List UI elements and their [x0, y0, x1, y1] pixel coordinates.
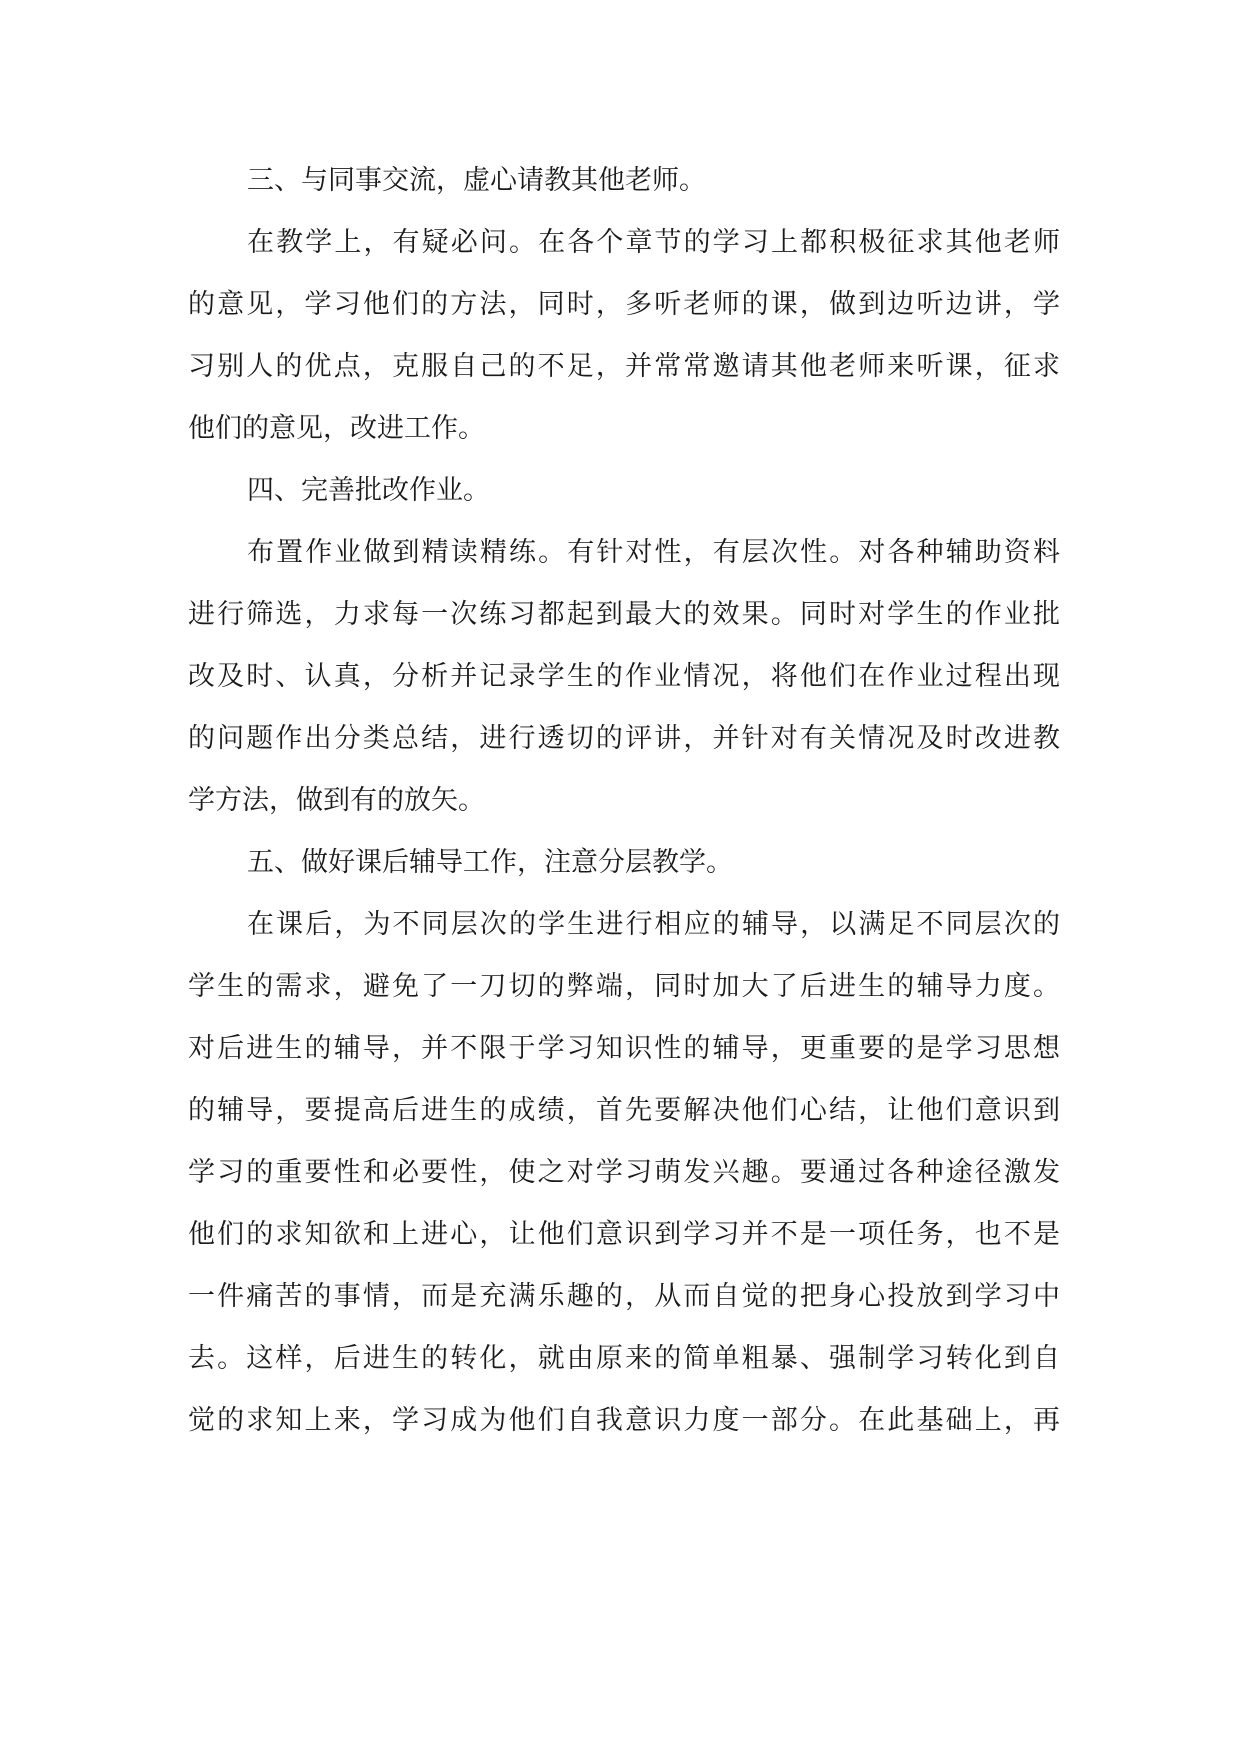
paragraph-line: 布置作业做到精读精练。有针对性，有层次性。对各种辅助资料 [247, 537, 1060, 568]
heading-four: 四、完善批改作业。 [247, 475, 490, 506]
heading-three: 三、与同事交流，虚心请教其他老师。 [247, 165, 706, 196]
paragraph-line: 觉的求知上来，学习成为他们自我意识力度一部分。在此基础上，再 [188, 1405, 1060, 1436]
document-body [188, 150, 1060, 1452]
paragraph-line: 学方法，做到有的放矢。 [188, 785, 485, 816]
paragraph-line: 他们的求知欲和上进心，让他们意识到学习并不是一项任务，也不是 [188, 1219, 1060, 1250]
paragraph-line: 对后进生的辅导，并不限于学习知识性的辅导，更重要的是学习思想 [188, 1033, 1060, 1064]
paragraph-line: 进行筛选，力求每一次练习都起到最大的效果。同时对学生的作业批 [188, 599, 1060, 630]
paragraph-line: 在教学上，有疑必问。在各个章节的学习上都积极征求其他老师 [247, 227, 1060, 258]
paragraph-line: 习别人的优点，克服自己的不足，并常常邀请其他老师来听课，征求 [188, 351, 1060, 382]
paragraph-line: 学生的需求，避免了一刀切的弊端，同时加大了后进生的辅导力度。 [188, 971, 1060, 1002]
paragraph-line: 一件痛苦的事情，而是充满乐趣的，从而自觉的把身心投放到学习中 [188, 1281, 1060, 1312]
paragraph-line: 的问题作出分类总结，进行透切的评讲，并针对有关情况及时改进教 [188, 723, 1060, 754]
paragraph-line: 他们的意见，改进工作。 [188, 413, 485, 444]
paragraph-line: 在课后，为不同层次的学生进行相应的辅导，以满足不同层次的 [247, 909, 1060, 940]
paragraph-line: 改及时、认真，分析并记录学生的作业情况，将他们在作业过程出现 [188, 661, 1060, 692]
paragraph-line: 的意见，学习他们的方法，同时，多听老师的课，做到边听边讲，学 [188, 289, 1060, 320]
paragraph-line: 学习的重要性和必要性，使之对学习萌发兴趣。要通过各种途径激发 [188, 1157, 1060, 1188]
heading-five: 五、做好课后辅导工作，注意分层教学。 [247, 847, 733, 878]
paragraph-line: 的辅导，要提高后进生的成绩，首先要解决他们心结，让他们意识到 [188, 1095, 1060, 1126]
paragraph-line: 去。这样，后进生的转化，就由原来的简单粗暴、强制学习转化到自 [188, 1343, 1060, 1374]
